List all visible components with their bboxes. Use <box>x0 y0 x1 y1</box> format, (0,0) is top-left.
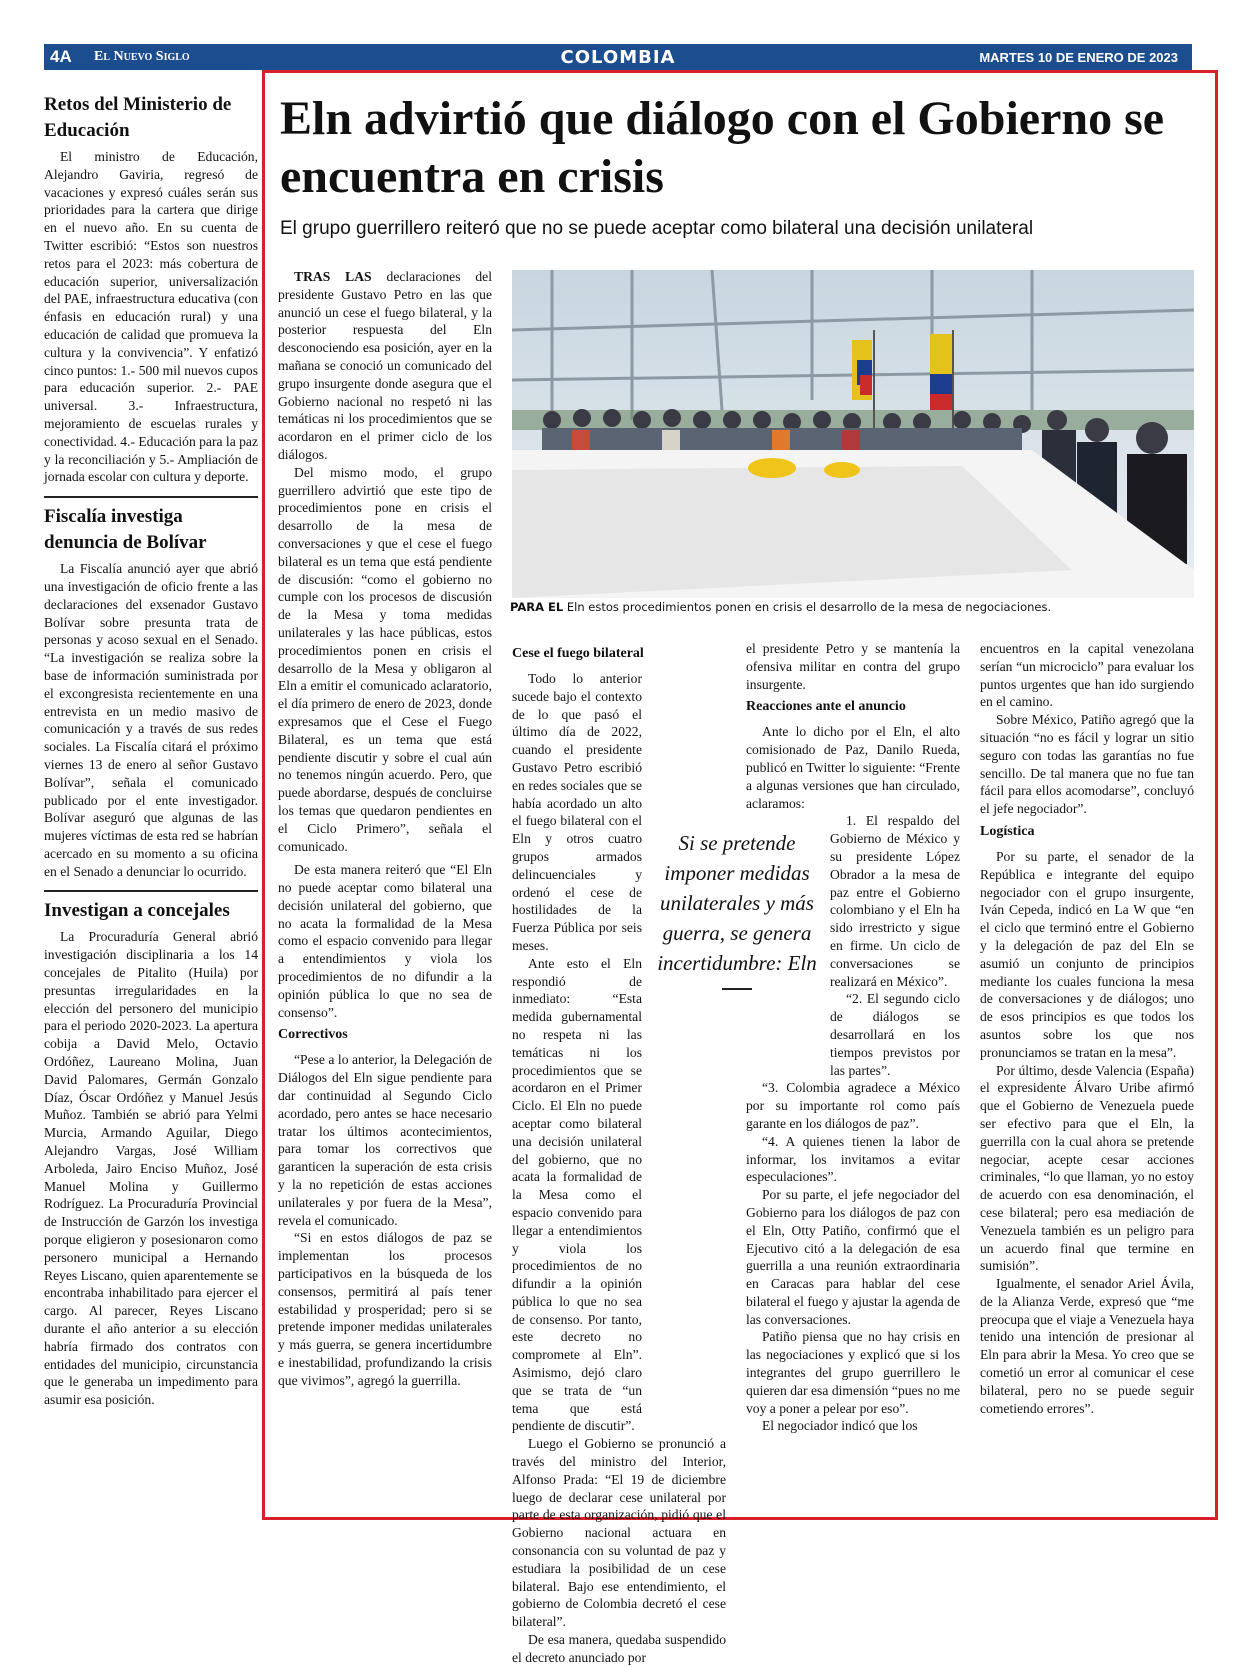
article-paragraph: Del mismo modo, el grupo guerrillero advirtió que este tipo de procedimientos pone en crisis el desarrollo de la mesa de conversaciones y que el cese el fuego bilateral es un tema que está pendiente de discusión: “como el gobierno no cumple con los procesos de discusión de la Mesa y toma medidas unilaterales y las hace públicas, estos procedimientos ponen en crisis el desarrollo de la Mesa y obligaron al Eln a emitir el comunicado aclaratorio, el día primero de enero de 2023, donde expresamos que el Cese el Fuego Bilateral, es un tema que está pendiente discutir y sobre el cual aún no tenemos ningún acuerdo. Pero, que puede abordarse, después de concluirse los temas que quedaron pendientes en el Ciclo Primero”, señala el comunicado. <box>278 464 493 854</box>
caption-text: Eln estos procedimientos ponen en crisis el desarrollo de la mesa de negociaciones. <box>566 600 1052 614</box>
article-paragraph: De esta manera reiteró que “El Eln no puede aceptar como bilateral una decisión unilateral del gobierno, que no acata la formalidad de la Mesa como el espacio convenido para llegar a entendimientos y viola los procedimientos de no difundir a la opinión pública lo que no sea de consenso”. <box>278 862 492 1020</box>
divider <box>44 890 258 892</box>
article-photo <box>512 270 1194 598</box>
article-paragraph: encuentros en la capital venezolana serían “un microciclo” para evaluar los puntos urgentes que han ido surgiendo en el camino. <box>980 641 1194 710</box>
brief-body: La Fiscalía anunció ayer que abrió una investigación de oficio frente a las declaraciones del exsenador Gustavo Bolívar sobre presunta trata de personas y acoso sexual en el Senado. “La investigación se realiza sobre la base de información suministrada por el excongresista recientemente en una entrevista en un medio masivo de comunicación y a través de sus redes sociales. La Fiscalía citará el próximo viernes 13 de enero al señor Gustavo Bolívar”, señala el comunicado publicado por el ente investigador. Bolívar aseguró que algunas de las mujeres víctimas de esta red se habrían acercado en su momento a su oficina en el Senado a denunciar lo ocurrido. <box>44 561 258 879</box>
brief-body: El ministro de Educación, Alejandro Gaviria, regresó de vacaciones y expresó cuáles serán sus prioridades para la cartera que dirige en el nuevo año. En su cuenta de Twitter escribió: “Estos son nuestros retos para el 2023: más cobertura de educación superior, universalización del PAE, infraestructura educativa (con énfasis en educación rural) y una educación de calidad que promueva la cultura y la convivencia”. Y enfatizó cinco puntos: 1.- 500 mil nuevos cupos para educación superior. 2.- PAE universal. 3.- Infraestructura, mejoramiento de escuelas rurales y conectividad. 4.- Educación para la paz y la reconciliación y 5.- Ampliación de jornada escolar con cultura y deporte. <box>44 149 258 485</box>
article-paragraph <box>278 268 492 464</box>
meeting-photo-illustration <box>512 270 1194 598</box>
subheading: Logística <box>980 823 1035 839</box>
article-paragraph: Por su parte, el jefe negociador del Gobierno para los diálogos de paz con el Eln, Otty Patiño, confirmó que el Ejecutivo citó a la delegación de esa guerrilla a una reunión extraordinaria en Caracas para hablar del cese bilateral el fuego y ajustar la agenda de las conversaciones. <box>746 1187 960 1327</box>
brief-title: Fiscalía investiga denuncia de Bolívar <box>44 506 207 554</box>
paragraph-text: declaraciones del presidente Gustavo Petro en las que anunció un cese el fuego bilateral, y la posterior respuesta del Eln desconociendo esa posición, ayer en la mañana se conoció un comunicado del grupo insurgente donde asegura que el Gobierno nacional no respetó ni las temáticas ni los procedimientos que se acordaron en el primer ciclo de los diálogos. <box>278 269 492 462</box>
subheading: Reacciones ante el anuncio <box>746 699 906 715</box>
lead-in: TRAS LAS <box>294 269 372 284</box>
sidebar-briefs <box>44 92 258 1409</box>
subheading: Cese el fuego bilateral <box>512 646 644 661</box>
divider <box>44 496 258 498</box>
article-paragraph: De esa manera, quedaba suspendido el decreto anunciado por <box>512 1632 726 1665</box>
article-paragraph: “3. Colombia agradece a México por su importante rol como país garante en los diálogos de paz”. <box>746 1080 960 1131</box>
photo-caption <box>510 600 1194 614</box>
brief-title: Investigan a concejales <box>44 900 230 922</box>
caption-lead: PARA EL <box>510 600 564 614</box>
article-column-4 <box>980 640 1194 1417</box>
article-paragraph: El negociador indicó que los <box>762 1418 918 1434</box>
newspaper-name: El Nuevo Siglo <box>94 49 190 64</box>
article-paragraph: Igualmente, el senador Ariel Ávila, de la Alianza Verde, expresó que “me preocupa que el viaje a Venezuela haya tenido una intención de presionar al Eln para abrir la Mesa. Yo creo que se cometió un error al comunicar el cese bilateral, pero no se puede seguir cometiendo errores”. <box>980 1276 1194 1416</box>
article-subhead: El grupo guerrillero reiteró que no se puede aceptar como bilateral una decisión unilateral <box>280 218 1034 239</box>
article-paragraph: “Pese a lo anterior, la Delegación de Diálogos del Eln sigue pendiente para dar continuidad al Segundo Ciclo acordado, pero antes se hace necesario tratar los últimos acontecimientos, para tomar los correctivos que garanticen la superación de esta crisis y la no repetición de estas acciones unilaterales y por fuera de la Mesa”, revela el comunicado. <box>278 1052 492 1228</box>
article-paragraph: Ante esto el Eln respondió de inmediato: “Esta medida gubernamental no respeta ni las temáticas ni los procedimientos que se acordaron en el Primer Ciclo. El Eln no puede aceptar como bilateral una decisión unilateral del gobierno, que no acata la formalidad de la Mesa como el espacio convenido para llegar a entendimientos y viola los procedimientos de no difundir a la opinión pública lo que no sea de consenso. Por tanto, este decreto no compromete al Eln”. Asimismo, dejó claro que se trata de “un tema que está pendiente de discutir”. <box>512 955 642 1434</box>
brief-title: Retos del Ministerio de Educación <box>44 94 232 141</box>
article-column-3 <box>746 640 960 1435</box>
article-paragraph: 1. El respaldo del Gobierno de México y su presidente López Obrador a la mesa de paz entre el Gobierno colombiano y el Eln ha sido irrestricto y sigue en firme. Un ciclo de conversaciones se realizará en México”. <box>830 813 960 989</box>
article-headline: Eln advirtió que diálogo con el Gobierno se encuentra en crisis <box>280 92 1165 203</box>
subheading: Correctivos <box>278 1027 348 1043</box>
issue-date: MARTES 10 DE ENERO DE 2023 <box>979 50 1178 65</box>
article-paragraph: el presidente Petro y se mantenía la ofensiva militar en contra del grupo insurgente. <box>746 641 960 692</box>
pull-quote-text: Si se pretende imponer medidas unilaterales y más guerra, se genera incertidumbre: Eln <box>657 831 817 975</box>
article-column-2 <box>512 640 726 1667</box>
article-paragraph: Patiño piensa que no hay crisis en las negociaciones y explicó que si los integrantes del grupo guerrillero le quieren dar esa dimensión “pues no me voy a poner a pelear por eso”. <box>746 1329 960 1416</box>
article-column-1 <box>278 268 492 1390</box>
article-paragraph: “Si en estos diálogos de paz se implementan los procesos participativos en la búsqueda de los consensos, permitirá al país tener estabilidad y prosperidad; pero si se pretende imponer medidas unilaterales y más guerra, se genera incertidumbre e inestabilidad, profundizando la crisis que vivimos”, agregó la guerrilla. <box>278 1230 492 1388</box>
article-paragraph: Por su parte, el senador de la República e integrante del equipo negociador con el grupo insurgente, Iván Cepeda, indicó en La W que “en el ciclo que terminó entre el Gobierno y la delegación de paz del Eln se asumió un conjunto de principios mediante los cuales funciona la mesa de conversaciones y de diálogos; uno de esos principios es que todos los asuntos sobre los que nos pronunciamos se tratan en la mesa”. <box>980 848 1194 1060</box>
article-paragraph: “4. A quienes tienen la labor de informar, los invitamos a evitar especulaciones”. <box>746 1133 960 1185</box>
article-paragraph: Sobre México, Patiño agregó que la situación “no es fácil y lograr un sitio seguro con todas las garantías no fue sencillo. De tal manera que no fue tan fácil para ellos acomodarse”, concluyó el jefe negociador”. <box>980 712 1194 817</box>
page-header <box>44 44 1192 70</box>
article-paragraph: Todo lo anterior sucede bajo el contexto de lo que pasó el último día de 2022, cuando el presidente Gustavo Petro escribió en redes sociales que se había acordado un alto el fuego bilateral con el Eln y otros cuatro grupos armados delincuenciales y ordenó el cese de hostilidades de la Fuerza Pública por seis meses. <box>512 671 642 953</box>
article-paragraph: Por último, desde Valencia (España) el expresidente Álvaro Uribe afirmó que el Gobierno de Venezuela puede ser efectivo para que el Eln, la guerrilla con la cual ahora se pretende negociar, acepte cesar acciones criminales, “lo que llaman, yo no estoy de acuerdo con esa denominación, el cese bilateral; pero esa mediación de Venezuela también es un peligro para un acuerdo final que termine en sumisión”. <box>980 1062 1194 1274</box>
article-paragraph: Ante lo dicho por el Eln, el alto comisionado de Paz, Danilo Rueda, publicó en Twitter lo siguiente: “Frente a algunas versiones que han circulado, aclaramos: <box>746 724 960 811</box>
page-number: 4A <box>50 47 72 66</box>
section-title: COLOMBIA <box>560 47 676 68</box>
article-paragraph: Luego el Gobierno se pronunció a través del ministro del Interior, Alfonso Prada: “El 19 de diciembre luego de declarar cese unilateral por parte de esta organización, pidió que el Gobierno nacional actuara en consonancia con su voluntad de paz y estudiara la posibilidad de un cese bilateral. Bajo ese entendimiento, el gobierno de Colombia decretó el cese bilateral”. <box>512 1436 726 1630</box>
article-paragraph: “2. El segundo ciclo de diálogos se desarrollará en los tiempos previstos por las partes”. <box>830 991 960 1078</box>
brief-body: La Procuraduría General abrió investigación disciplinaria a los 14 concejales de Pitalito (Huila) por presuntas irregularidades en la elección del personero del municipio para el periodo 2020-2023. La apertura cobija a David Melo, Octavio Ordóñez, Laureano Molina, Juan David Palomares, Germán Gonzalo Díaz, Óscar Ordóñez y Manuel Jesús Muñoz. También se abrió para Yelmi Murcia, Armando Aguilar, Diego Alejandro Vargas, José William Arboleda, Jairo Enciso Muñoz, José Manuel Molina y Guillermo Rodríguez. La Procuraduría Provincial de Instrucción de Garzón los investiga porque eligieron y posesionaron como personero municipal a Hernando Reyes Liscano, quien aparentemente se encontraba inhabilitado para ejercer el cargo. Al parecer, Reyes Liscano durante el año anterior a su elección habría firmado dos contratos con entidades del municipio, circunstancia que le generaba un impedimento para asumir esa posición. <box>44 929 259 1408</box>
